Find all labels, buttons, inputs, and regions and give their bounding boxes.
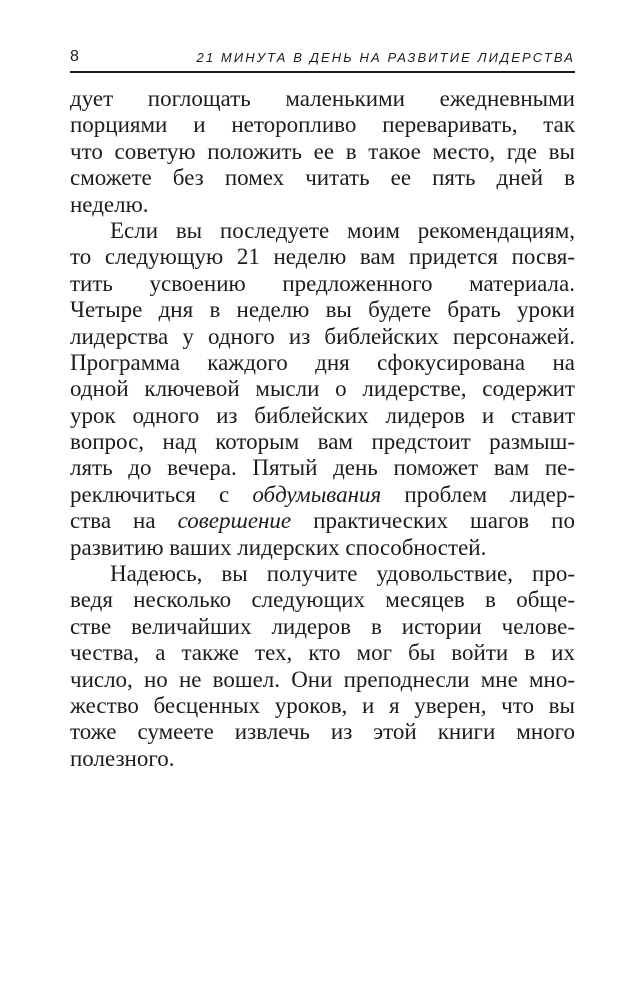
text-line: развитию ваших лидерских способностей. (70, 534, 487, 560)
text-line: вопрос, над которым вам предстоит размыш- (70, 429, 575, 455)
text-line: полезного. (70, 745, 175, 771)
text-line: неделю. (70, 191, 149, 217)
text-line: Если вы последуете моим рекомендациям, (110, 217, 575, 243)
header-rule (70, 71, 575, 73)
text-line: ведя несколько следующих месяцев в обще- (70, 587, 575, 613)
text-line (70, 508, 575, 534)
text-run: практических шагов по (291, 508, 575, 534)
text-line: лидерства у одного из библейских персонажей. (70, 323, 575, 349)
text-line: тоже сумеете извлечь из этой книги много (70, 719, 575, 745)
italic-emphasis: обдумывания (252, 481, 382, 507)
italic-emphasis: совершение (177, 508, 292, 534)
text-line: тить усвоению предложенного материала. (70, 270, 575, 296)
text-line: сможете без помех читать ее пять дней в (70, 165, 575, 191)
page-number: 8 (70, 48, 79, 65)
text-line (70, 482, 575, 508)
text-line: жество бесценных уроков, и я уверен, что вы (70, 692, 575, 718)
text-line: одной ключевой мысли о лидерстве, содержит (70, 376, 575, 402)
text-line: число, но не вошел. Они преподнесли мне мно- (70, 666, 575, 692)
text-line: что советую положить ее в такое место, где вы (70, 138, 575, 164)
text-run: проблем лидер- (381, 481, 575, 507)
text-line: чества, а также тех, кто мог бы войти в их (70, 640, 575, 666)
text-line: дует поглощать маленькими ежедневными (70, 86, 575, 111)
text-line: лять до вечера. Пятый день поможет вам пе- (70, 455, 575, 481)
text-line: Надеюсь, вы получите удовольствие, про- (110, 561, 575, 587)
body-text (70, 86, 575, 772)
page-header (70, 46, 575, 70)
text-line: порциями и неторопливо переваривать, так (70, 112, 575, 138)
text-line: то следующую 21 неделю вам придется посвя- (70, 244, 575, 270)
text-line: Программа каждого дня сфокусирована на (70, 349, 575, 375)
text-line: стве величайших лидеров в истории челове- (70, 613, 575, 639)
text-run: ства на (70, 508, 178, 534)
running-title: 21 МИНУТА В ДЕНЬ НА РАЗВИТИЕ ЛИДЕРСТВА (196, 50, 575, 65)
text-run: реключиться с (70, 481, 253, 507)
text-line: Четыре дня в неделю вы будете брать уроки (70, 297, 575, 323)
text-line: урок одного из библейских лидеров и ставит (70, 402, 575, 428)
